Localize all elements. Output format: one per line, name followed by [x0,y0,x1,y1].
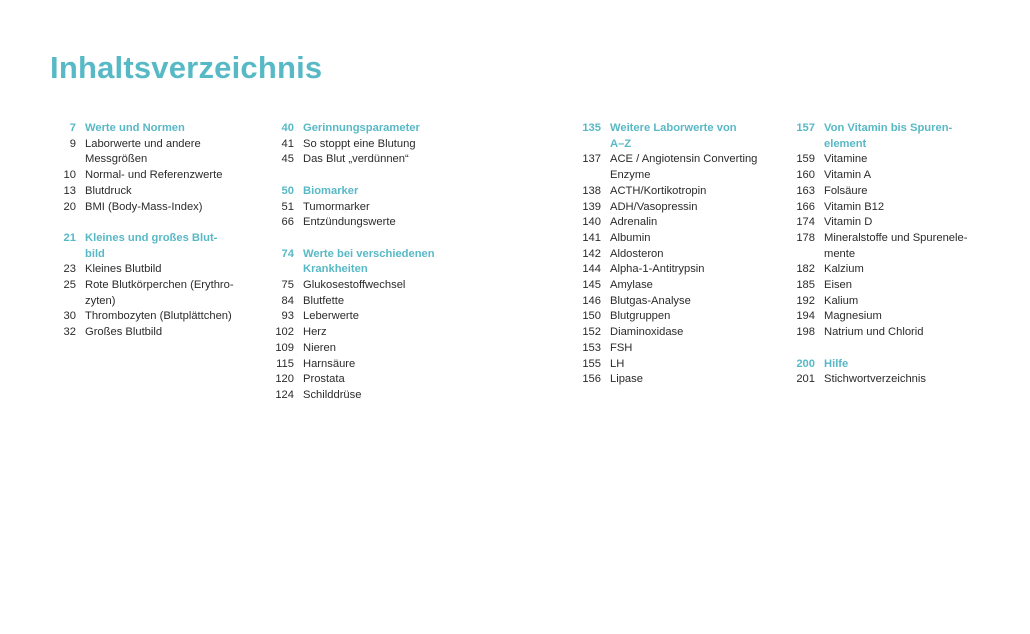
toc-entry[interactable] [779,152,979,168]
entry-title [610,200,776,216]
chapter-title [303,247,464,278]
entry-title [824,325,979,341]
entry-title [824,309,979,325]
entry-page-number: 138 [582,184,601,197]
entry-page-number: 166 [796,200,815,213]
chapter-title [303,184,464,200]
entry-page-number: 155 [582,357,601,370]
entry-page-number: 102 [275,326,294,339]
title-line: Blutfette [303,294,345,307]
toc-entry[interactable] [779,372,979,388]
entry-title [824,184,979,200]
chapter-title [85,121,255,137]
toc-entry[interactable] [779,215,979,231]
toc-entry[interactable] [55,325,255,341]
title-line: Rote Blutkörperchen (Erythro- [85,279,234,292]
entry-page-number: 153 [582,341,601,354]
entry-page-number: 41 [281,137,294,150]
entry-title [610,325,776,341]
title-line: Lipase [610,373,643,386]
entry-page-number: 174 [796,216,815,229]
entry-title [610,184,776,200]
entry-page-number: 9 [69,137,76,150]
title-line: FSH [610,341,633,354]
entry-page-number: 142 [582,247,601,260]
title-line: Blutgas-Analyse [610,294,691,307]
toc-entry[interactable] [55,262,255,278]
toc-entry[interactable] [779,168,979,184]
entry-title [85,262,255,278]
chapter-title [824,121,979,152]
chapter-page-number: 50 [281,184,294,197]
title-line: Albumin [610,231,651,244]
entry-title [303,372,464,388]
toc-entry[interactable] [566,184,776,200]
toc-section [264,121,464,168]
entry-page-number: 84 [281,294,294,307]
toc-entry[interactable] [264,200,464,216]
toc-entry[interactable] [264,215,464,231]
toc-entry[interactable] [55,137,255,168]
toc-entry[interactable] [779,231,979,262]
title-line: Prostata [303,373,345,386]
entry-title [824,200,979,216]
entry-page-number: 185 [796,279,815,292]
entry-page-number: 115 [276,357,294,370]
entry-page-number: 144 [582,263,601,276]
entry-title [610,247,776,263]
title-line: BMI (Body-Mass-Index) [85,200,203,213]
toc-column-2 [264,121,464,419]
entry-page-number: 75 [281,279,294,291]
title-line: Diaminoxidase [610,326,684,339]
entry-page-number: 159 [796,153,815,166]
title-line: Stichwortverzeichnis [824,373,926,386]
toc-entry[interactable] [566,247,776,263]
title-line: Laborwerte und andere [85,137,201,150]
title-line: LH [610,357,625,370]
title-line: Mineralstoffe und Spurenele- [824,231,968,244]
chapter-page-number: 7 [69,122,76,134]
toc-column-4 [779,121,979,404]
toc-entry[interactable] [264,152,464,168]
title-line: Vitamine [824,153,868,166]
title-line: Biomarker [303,184,359,197]
title-line: A–Z [610,137,632,150]
title-line: ACE / Angiotensin Converting [610,153,758,166]
entry-page-number: 141 [582,231,601,244]
toc-entry[interactable] [779,325,979,341]
entry-page-number: 145 [582,279,601,292]
title-line: Von Vitamin bis Spuren- [824,122,953,134]
title-line: Harnsäure [303,357,356,370]
title-line: Adrenalin [610,216,658,229]
title-line: Kleines Blutbild [85,263,162,276]
entry-title [85,309,255,325]
toc-section [566,121,776,388]
entry-title [824,215,979,231]
chapter-page-number: 135 [582,122,601,134]
entry-title [303,294,464,310]
title-line: Normal- und Referenzwerte [85,169,223,182]
entry-title [610,357,776,373]
title-line: Weitere Laborwerte von [610,122,737,134]
toc-chapter-heading[interactable] [55,231,255,262]
toc-section [264,247,464,404]
entry-title [824,278,979,294]
title-line: Aldosteron [610,247,664,260]
entry-page-number: 140 [582,216,601,229]
entry-title [303,388,464,404]
toc-entry[interactable] [566,325,776,341]
entry-page-number: 10 [63,169,76,182]
entry-title [303,278,464,294]
toc-column-1 [55,121,255,357]
toc-section [779,357,979,388]
toc-entry[interactable] [779,200,979,216]
toc-entry[interactable] [264,294,464,310]
chapter-title [824,357,979,373]
entry-page-number: 163 [796,184,815,197]
entry-title [303,309,464,325]
entry-title [303,357,464,373]
title-line: element [824,137,867,150]
title-line: Blutgruppen [610,310,671,323]
entry-page-number: 13 [63,184,76,197]
entry-page-number: 45 [281,153,294,166]
toc-entry[interactable] [264,137,464,153]
toc-entry[interactable] [264,372,464,388]
title-line: Eisen [824,279,852,292]
title-line: So stoppt eine Blutung [303,137,416,150]
toc-chapter-heading[interactable] [264,121,464,137]
toc-entry[interactable] [779,278,979,294]
entry-title [85,168,255,184]
entry-title [610,309,776,325]
title-line: Vitamin A [824,169,872,182]
title-line: Kleines und großes Blut- [85,231,218,244]
chapter-page-number: 157 [796,122,815,134]
title-line: mente [824,247,856,260]
entry-page-number: 120 [275,373,294,386]
entry-title [610,372,776,388]
entry-page-number: 32 [63,326,76,339]
title-line: Vitamin B12 [824,200,885,213]
entry-page-number: 152 [582,326,601,339]
title-line: Blutdruck [85,184,132,197]
entry-page-number: 51 [281,200,294,213]
toc-chapter-heading[interactable] [264,184,464,200]
title-line: Das Blut „verdünnen“ [303,153,409,166]
title-line: Messgrößen [85,153,148,166]
title-line: Folsäure [824,184,868,197]
entry-title [610,341,776,357]
entry-title [610,278,776,294]
toc-entry[interactable] [55,184,255,200]
toc-chapter-heading[interactable] [566,121,776,152]
toc-entry[interactable] [566,357,776,373]
toc-entry[interactable] [566,200,776,216]
toc-chapter-heading[interactable] [779,121,979,152]
entry-title [610,231,776,247]
title-line: Nieren [303,341,336,354]
title-line: Thrombozyten (Blutplättchen) [85,310,232,323]
entry-page-number: 178 [796,231,815,244]
toc-entry[interactable] [264,325,464,341]
title-line: Werte bei verschiedenen [303,247,435,260]
entry-title [824,152,979,168]
toc-entry[interactable] [566,372,776,388]
title-line: Schilddrüse [303,388,362,401]
toc-column-3 [566,121,776,404]
title-line: Vitamin D [824,216,873,229]
toc-section [55,231,255,341]
title-line: Entzündungswerte [303,216,396,229]
chapter-title [303,121,464,137]
entry-page-number: 194 [796,310,815,323]
entry-page-number: 139 [582,200,601,213]
title-line: Gerinnungsparameter [303,122,420,134]
toc-entry[interactable] [566,309,776,325]
title-line: Kalium [824,294,859,307]
title-line: Enzyme [610,169,651,182]
entry-page-number: 20 [63,200,76,213]
entry-title [303,325,464,341]
chapter-page-number: 40 [281,122,294,134]
entry-title [610,152,776,183]
entry-page-number: 23 [63,263,76,276]
entry-title [303,200,464,216]
title-line: Tumormarker [303,200,370,213]
entry-title [303,215,464,231]
entry-page-number: 30 [63,310,76,323]
toc-section [779,121,979,341]
entry-page-number: 192 [796,294,815,307]
toc-section [264,184,464,231]
toc-entry[interactable] [779,184,979,200]
title-line: Alpha-1-Antitrypsin [610,263,705,276]
toc-entry[interactable] [566,152,776,183]
toc-entry[interactable] [55,309,255,325]
entry-title [610,215,776,231]
entry-title [303,341,464,357]
entry-page-number: 198 [796,326,815,339]
toc-entry[interactable] [264,309,464,325]
entry-title [824,168,979,184]
toc-entry[interactable] [779,309,979,325]
toc-entry[interactable] [264,388,464,404]
toc-entry[interactable] [55,168,255,184]
chapter-page-number: 21 [63,231,76,244]
toc-entry[interactable] [566,231,776,247]
title-line: zyten) [85,294,116,307]
toc-entry[interactable] [779,294,979,310]
chapter-page-number: 74 [281,247,294,260]
entry-title [824,294,979,310]
entry-page-number: 146 [582,294,601,307]
chapter-title [610,121,776,152]
title-line: bild [85,247,105,260]
toc-entry[interactable] [264,278,464,294]
title-line: Großes Blutbild [85,326,163,339]
toc-entry[interactable] [55,278,255,309]
title-line: Magnesium [824,310,882,323]
entry-title [85,184,255,200]
entry-page-number: 66 [281,216,294,229]
entry-page-number: 25 [63,279,76,292]
entry-title [824,262,979,278]
title-line: Herz [303,326,327,339]
title-line: Werte und Normen [85,122,185,134]
entry-title [824,372,979,388]
entry-title [85,325,255,341]
entry-title [610,294,776,310]
entry-page-number: 156 [582,373,601,386]
entry-page-number: 109 [275,341,294,354]
page-title: Inhaltsverzeichnis [50,50,323,85]
toc-entry[interactable] [566,262,776,278]
toc-entry[interactable] [566,294,776,310]
toc-chapter-heading[interactable] [779,357,979,373]
title-line: Leberwerte [303,310,359,323]
toc-entry[interactable] [566,278,776,294]
title-line: Kalzium [824,263,864,276]
toc-entry[interactable] [566,341,776,357]
chapter-page-number: 200 [796,357,815,370]
entry-title [610,262,776,278]
entry-page-number: 182 [796,263,815,276]
toc-entry[interactable] [55,200,255,216]
entry-page-number: 150 [582,310,601,323]
title-line: ADH/Vasopressin [610,200,698,213]
entry-page-number: 201 [796,373,815,386]
entry-title [303,152,464,168]
toc-chapter-heading[interactable] [264,247,464,278]
chapter-title [85,231,255,262]
entry-title [85,278,255,309]
entry-title [303,137,464,153]
entry-page-number: 160 [796,169,815,182]
entry-title [824,231,979,262]
title-line: Natrium und Chlorid [824,326,924,339]
toc-entry[interactable] [264,341,464,357]
entry-page-number: 124 [275,388,294,401]
toc-entry[interactable] [779,262,979,278]
entry-page-number: 137 [582,153,601,166]
title-line: Hilfe [824,357,849,370]
entry-title [85,200,255,216]
entry-title [85,137,255,168]
title-line: Amylase [610,279,653,292]
entry-page-number: 93 [281,310,294,323]
title-line: ACTH/Kortikotropin [610,184,707,197]
toc-entry[interactable] [264,357,464,373]
toc-chapter-heading[interactable] [55,121,255,137]
toc-section [55,121,255,215]
toc-entry[interactable] [566,215,776,231]
title-line: Krankheiten [303,263,368,276]
title-line: Glukosestoffwechsel [303,279,406,291]
